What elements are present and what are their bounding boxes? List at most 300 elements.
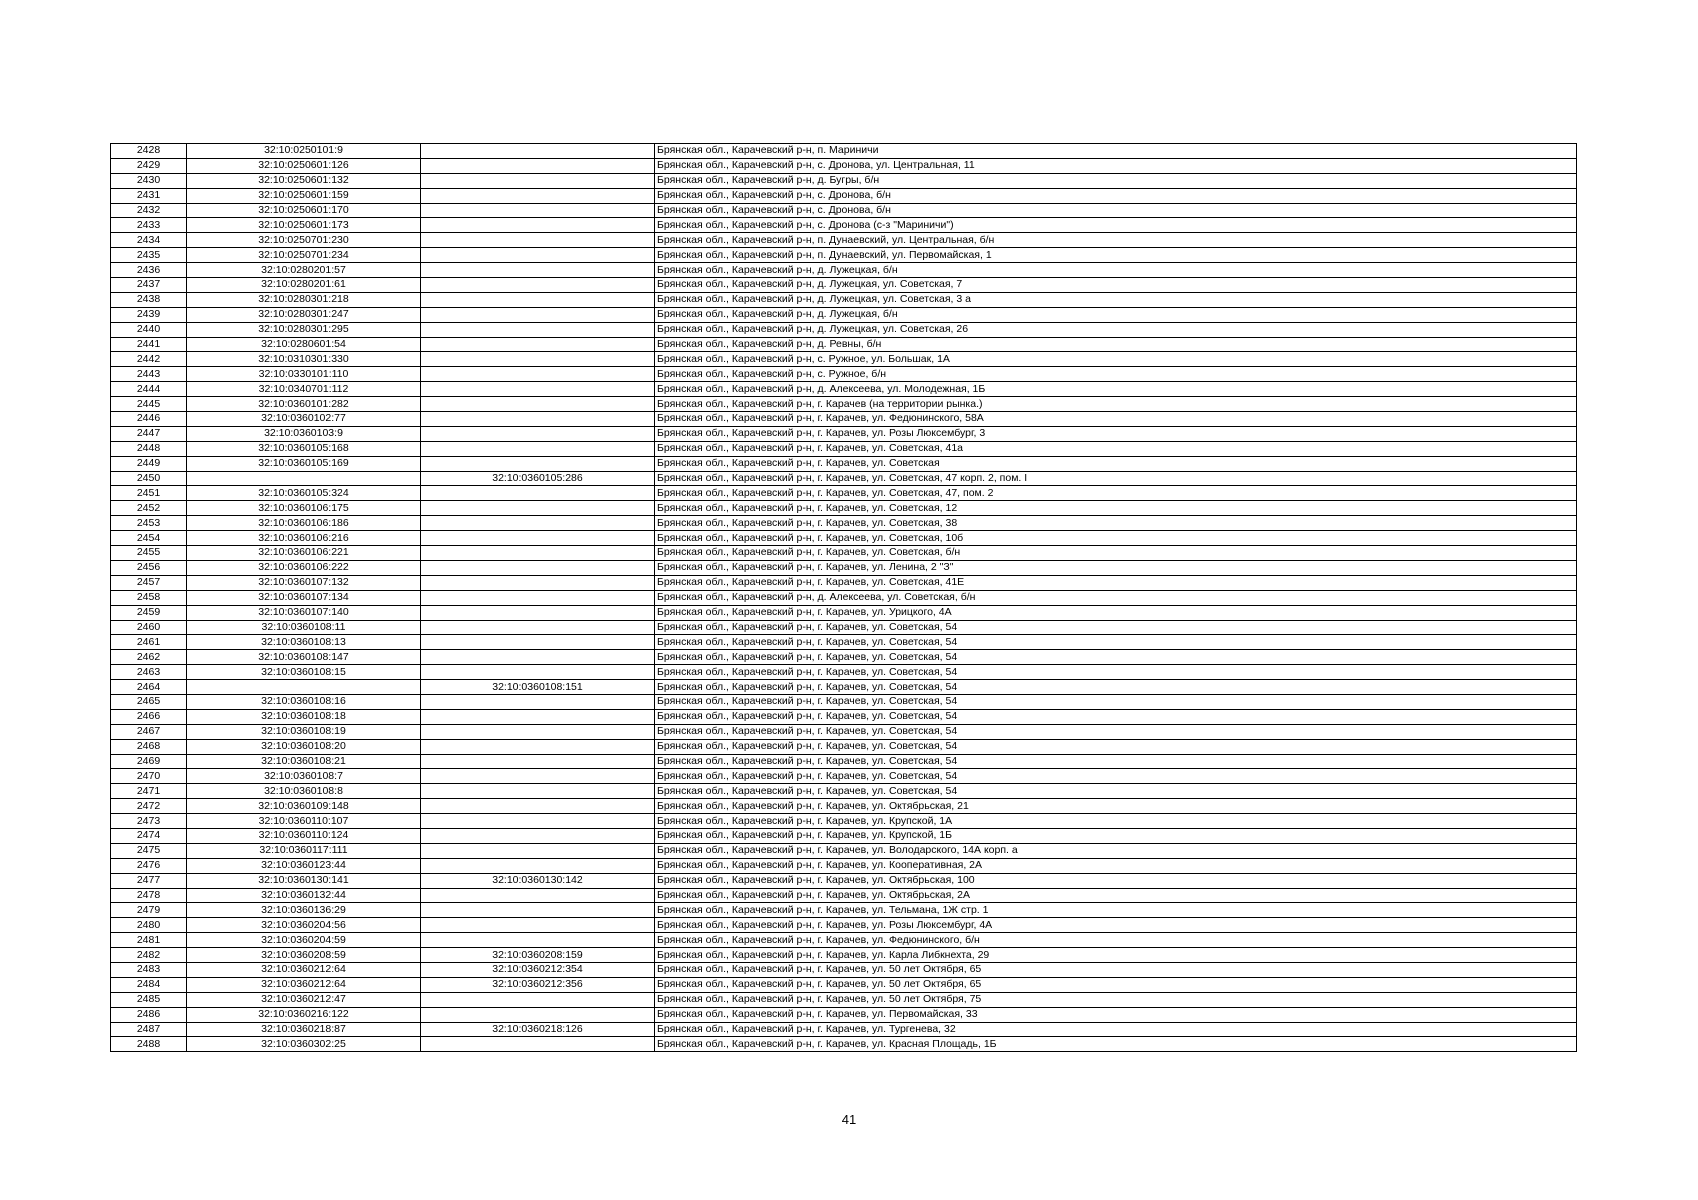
cadastral-number-cell: 32:10:0360109:148 [187, 799, 421, 814]
table-row [111, 426, 1577, 441]
row-number-cell: 2457 [111, 575, 187, 590]
cadastral-number-cell: 32:10:0360105:169 [187, 456, 421, 471]
related-cadastral-number-cell [421, 292, 655, 307]
address-cell: Брянская обл., Карачевский р-н, г. Карачев, ул. Советская, 54 [655, 784, 1577, 799]
related-cadastral-number-cell [421, 903, 655, 918]
row-number-cell: 2483 [111, 962, 187, 977]
related-cadastral-number-cell [421, 501, 655, 516]
row-number-cell: 2467 [111, 724, 187, 739]
related-cadastral-number-cell [421, 486, 655, 501]
cadastral-number-cell: 32:10:0360208:59 [187, 948, 421, 963]
table-row [111, 769, 1577, 784]
cadastral-number-cell: 32:10:0360108:11 [187, 620, 421, 635]
address-cell: Брянская обл., Карачевский р-н, г. Карачев, ул. Советская, 54 [655, 635, 1577, 650]
related-cadastral-number-cell [421, 575, 655, 590]
table-row [111, 873, 1577, 888]
row-number-cell: 2433 [111, 218, 187, 233]
table-row [111, 292, 1577, 307]
related-cadastral-number-cell [421, 814, 655, 829]
related-cadastral-number-cell [421, 605, 655, 620]
cadastral-number-cell: 32:10:0340701:112 [187, 382, 421, 397]
row-number-cell: 2439 [111, 307, 187, 322]
cadastral-number-cell: 32:10:0360108:15 [187, 665, 421, 680]
row-number-cell: 2461 [111, 635, 187, 650]
related-cadastral-number-cell: 32:10:0360105:286 [421, 471, 655, 486]
address-cell: Брянская обл., Карачевский р-н, г. Карачев (на территории рынка.) [655, 397, 1577, 412]
cadastral-number-cell: 32:10:0250601:170 [187, 203, 421, 218]
related-cadastral-number-cell [421, 918, 655, 933]
related-cadastral-number-cell [421, 590, 655, 605]
cadastral-number-cell: 32:10:0360132:44 [187, 888, 421, 903]
table-row [111, 590, 1577, 605]
cadastral-number-cell: 32:10:0360136:29 [187, 903, 421, 918]
row-number-cell: 2443 [111, 367, 187, 382]
related-cadastral-number-cell [421, 620, 655, 635]
address-cell: Брянская обл., Карачевский р-н, г. Карачев, ул. Федюнинского, б/н [655, 933, 1577, 948]
related-cadastral-number-cell [421, 546, 655, 561]
cadastral-number-cell [187, 680, 421, 695]
table-row [111, 635, 1577, 650]
address-cell: Брянская обл., Карачевский р-н, г. Карачев, ул. Володарского, 14А корп. а [655, 843, 1577, 858]
row-number-cell: 2438 [111, 292, 187, 307]
address-cell: Брянская обл., Карачевский р-н, г. Карачев, ул. Советская, 47 корп. 2, пом. I [655, 471, 1577, 486]
address-cell: Брянская обл., Карачевский р-н, г. Карачев, ул. Карла Либкнехта, 29 [655, 948, 1577, 963]
row-number-cell: 2430 [111, 173, 187, 188]
table-row [111, 903, 1577, 918]
table-row [111, 188, 1577, 203]
row-number-cell: 2456 [111, 560, 187, 575]
row-number-cell: 2471 [111, 784, 187, 799]
related-cadastral-number-cell: 32:10:0360212:356 [421, 977, 655, 992]
table-row [111, 992, 1577, 1007]
row-number-cell: 2488 [111, 1037, 187, 1052]
cadastral-number-cell: 32:10:0280301:295 [187, 322, 421, 337]
table-row [111, 337, 1577, 352]
table-row [111, 233, 1577, 248]
row-number-cell: 2475 [111, 843, 187, 858]
table-row [111, 471, 1577, 486]
row-number-cell: 2479 [111, 903, 187, 918]
cadastral-number-cell: 32:10:0360108:16 [187, 694, 421, 709]
address-cell: Брянская обл., Карачевский р-н, г. Карачев, ул. 50 лет Октября, 65 [655, 962, 1577, 977]
related-cadastral-number-cell [421, 665, 655, 680]
table-row [111, 948, 1577, 963]
address-cell: Брянская обл., Карачевский р-н, с. Ружное, б/н [655, 367, 1577, 382]
address-cell: Брянская обл., Карачевский р-н, г. Карачев, ул. Советская, 41Е [655, 575, 1577, 590]
related-cadastral-number-cell [421, 144, 655, 159]
related-cadastral-number-cell [421, 724, 655, 739]
table-row [111, 456, 1577, 471]
address-cell: Брянская обл., Карачевский р-н, г. Карачев, ул. Советская, 54 [655, 739, 1577, 754]
page-number: 41 [841, 1112, 857, 1127]
table-row [111, 724, 1577, 739]
row-number-cell: 2442 [111, 352, 187, 367]
address-cell: Брянская обл., Карачевский р-н, г. Карачев, ул. Советская [655, 456, 1577, 471]
address-cell: Брянская обл., Карачевский р-н, г. Карачев, ул. 50 лет Октября, 65 [655, 977, 1577, 992]
cadastral-number-cell: 32:10:0280201:61 [187, 278, 421, 293]
address-cell: Брянская обл., Карачевский р-н, г. Карачев, ул. Советская, 54 [655, 650, 1577, 665]
cadastral-number-cell: 32:10:0360204:59 [187, 933, 421, 948]
related-cadastral-number-cell: 32:10:0360130:142 [421, 873, 655, 888]
related-cadastral-number-cell [421, 397, 655, 412]
cadastral-number-cell: 32:10:0360108:18 [187, 709, 421, 724]
address-cell: Брянская обл., Карачевский р-н, п. Дунаевский, ул. Первомайская, 1 [655, 248, 1577, 263]
address-cell: Брянская обл., Карачевский р-н, г. Карачев, ул. Советская, 47, пом. 2 [655, 486, 1577, 501]
related-cadastral-number-cell [421, 322, 655, 337]
table-row [111, 158, 1577, 173]
table-row [111, 546, 1577, 561]
row-number-cell: 2470 [111, 769, 187, 784]
table-row [111, 605, 1577, 620]
row-number-cell: 2450 [111, 471, 187, 486]
table-row [111, 918, 1577, 933]
address-cell: Брянская обл., Карачевский р-н, г. Карачев, ул. Кооперативная, 2А [655, 858, 1577, 873]
row-number-cell: 2472 [111, 799, 187, 814]
table-row [111, 1022, 1577, 1037]
cadastral-number-cell: 32:10:0360218:87 [187, 1022, 421, 1037]
related-cadastral-number-cell [421, 933, 655, 948]
related-cadastral-number-cell [421, 218, 655, 233]
address-cell: Брянская обл., Карачевский р-н, г. Карачев, ул. Тургенева, 32 [655, 1022, 1577, 1037]
cadastral-number-cell: 32:10:0280301:218 [187, 292, 421, 307]
table-row [111, 814, 1577, 829]
cadastral-number-cell: 32:10:0250601:126 [187, 158, 421, 173]
row-number-cell: 2473 [111, 814, 187, 829]
address-cell: Брянская обл., Карачевский р-н, г. Карачев, ул. Розы Люксембург, 4А [655, 918, 1577, 933]
address-cell: Брянская обл., Карачевский р-н, г. Карачев, ул. Советская, 12 [655, 501, 1577, 516]
related-cadastral-number-cell: 32:10:0360218:126 [421, 1022, 655, 1037]
address-cell: Брянская обл., Карачевский р-н, д. Ревны, б/н [655, 337, 1577, 352]
table-row [111, 397, 1577, 412]
related-cadastral-number-cell [421, 799, 655, 814]
cadastral-number-cell: 32:10:0360130:141 [187, 873, 421, 888]
cadastral-number-cell: 32:10:0280601:54 [187, 337, 421, 352]
address-cell: Брянская обл., Карачевский р-н, г. Карачев, ул. Советская, 54 [655, 680, 1577, 695]
related-cadastral-number-cell [421, 1037, 655, 1052]
table-row [111, 620, 1577, 635]
row-number-cell: 2465 [111, 694, 187, 709]
cadastral-number-cell: 32:10:0360107:140 [187, 605, 421, 620]
related-cadastral-number-cell [421, 784, 655, 799]
related-cadastral-number-cell [421, 560, 655, 575]
related-cadastral-number-cell [421, 441, 655, 456]
table-row [111, 858, 1577, 873]
address-cell: Брянская обл., Карачевский р-н, с. Дронова, ул. Центральная, 11 [655, 158, 1577, 173]
related-cadastral-number-cell [421, 769, 655, 784]
table-row [111, 694, 1577, 709]
cadastral-number-cell: 32:10:0360106:216 [187, 531, 421, 546]
row-number-cell: 2444 [111, 382, 187, 397]
cadastral-number-cell: 32:10:0360123:44 [187, 858, 421, 873]
address-cell: Брянская обл., Карачевский р-н, г. Карачев, ул. Урицкого, 4А [655, 605, 1577, 620]
table-row [111, 739, 1577, 754]
row-number-cell: 2466 [111, 709, 187, 724]
row-number-cell: 2459 [111, 605, 187, 620]
table-row [111, 560, 1577, 575]
table-row [111, 501, 1577, 516]
address-cell: Брянская обл., Карачевский р-н, с. Ружное, ул. Большак, 1А [655, 352, 1577, 367]
row-number-cell: 2477 [111, 873, 187, 888]
related-cadastral-number-cell [421, 158, 655, 173]
table-row [111, 352, 1577, 367]
related-cadastral-number-cell: 32:10:0360212:354 [421, 962, 655, 977]
address-cell: Брянская обл., Карачевский р-н, г. Карачев, ул. Октябрьская, 100 [655, 873, 1577, 888]
row-number-cell: 2445 [111, 397, 187, 412]
cadastral-number-cell: 32:10:0360204:56 [187, 918, 421, 933]
table-row [111, 322, 1577, 337]
table-row [111, 828, 1577, 843]
related-cadastral-number-cell [421, 382, 655, 397]
address-cell: Брянская обл., Карачевский р-н, г. Карачев, ул. Советская, 38 [655, 516, 1577, 531]
address-cell: Брянская обл., Карачевский р-н, д. Лужецкая, ул. Советская, 26 [655, 322, 1577, 337]
cadastral-number-cell: 32:10:0250601:173 [187, 218, 421, 233]
address-cell: Брянская обл., Карачевский р-н, г. Карачев, ул. Советская, 54 [655, 665, 1577, 680]
table-row [111, 441, 1577, 456]
address-cell: Брянская обл., Карачевский р-н, г. Карачев, ул. Крупской, 1А [655, 814, 1577, 829]
table-row [111, 977, 1577, 992]
related-cadastral-number-cell [421, 412, 655, 427]
row-number-cell: 2447 [111, 426, 187, 441]
row-number-cell: 2464 [111, 680, 187, 695]
related-cadastral-number-cell: 32:10:0360208:159 [421, 948, 655, 963]
address-cell: Брянская обл., Карачевский р-н, п. Мариничи [655, 144, 1577, 159]
address-cell: Брянская обл., Карачевский р-н, с. Дронова (с-з "Мариничи") [655, 218, 1577, 233]
row-number-cell: 2429 [111, 158, 187, 173]
related-cadastral-number-cell [421, 531, 655, 546]
table-row [111, 203, 1577, 218]
row-number-cell: 2486 [111, 1007, 187, 1022]
related-cadastral-number-cell [421, 828, 655, 843]
row-number-cell: 2432 [111, 203, 187, 218]
address-cell: Брянская обл., Карачевский р-н, г. Карачев, ул. Тельмана, 1Ж стр. 1 [655, 903, 1577, 918]
table-row [111, 278, 1577, 293]
related-cadastral-number-cell [421, 426, 655, 441]
cadastral-number-cell: 32:10:0360102:77 [187, 412, 421, 427]
address-cell: Брянская обл., Карачевский р-н, д. Бугры, б/н [655, 173, 1577, 188]
cadastral-number-cell: 32:10:0360110:124 [187, 828, 421, 843]
row-number-cell: 2481 [111, 933, 187, 948]
cadastral-number-cell: 32:10:0360105:324 [187, 486, 421, 501]
address-cell: Брянская обл., Карачевский р-н, г. Карачев, ул. Советская, 54 [655, 724, 1577, 739]
address-cell: Брянская обл., Карачевский р-н, д. Лужецкая, ул. Советская, 7 [655, 278, 1577, 293]
address-cell: Брянская обл., Карачевский р-н, г. Карачев, ул. Советская, 54 [655, 709, 1577, 724]
address-cell: Брянская обл., Карачевский р-н, г. Карачев, ул. Первомайская, 33 [655, 1007, 1577, 1022]
related-cadastral-number-cell [421, 694, 655, 709]
table-row [111, 962, 1577, 977]
cadastral-number-cell: 32:10:0250601:159 [187, 188, 421, 203]
cadastral-number-cell: 32:10:0360107:132 [187, 575, 421, 590]
related-cadastral-number-cell [421, 650, 655, 665]
row-number-cell: 2482 [111, 948, 187, 963]
address-cell: Брянская обл., Карачевский р-н, д. Лужецкая, б/н [655, 263, 1577, 278]
cadastral-number-cell: 32:10:0360108:7 [187, 769, 421, 784]
related-cadastral-number-cell [421, 173, 655, 188]
table-row [111, 263, 1577, 278]
related-cadastral-number-cell [421, 635, 655, 650]
table-row [111, 1007, 1577, 1022]
related-cadastral-number-cell [421, 843, 655, 858]
related-cadastral-number-cell [421, 203, 655, 218]
row-number-cell: 2446 [111, 412, 187, 427]
cadastral-number-cell: 32:10:0360105:168 [187, 441, 421, 456]
related-cadastral-number-cell [421, 456, 655, 471]
row-number-cell: 2478 [111, 888, 187, 903]
cadastral-number-cell: 32:10:0360108:8 [187, 784, 421, 799]
address-cell: Брянская обл., Карачевский р-н, г. Карачев, ул. Советская, 54 [655, 694, 1577, 709]
related-cadastral-number-cell [421, 188, 655, 203]
cadastral-number-cell: 32:10:0360108:21 [187, 754, 421, 769]
related-cadastral-number-cell [421, 709, 655, 724]
related-cadastral-number-cell [421, 858, 655, 873]
table-row [111, 888, 1577, 903]
related-cadastral-number-cell [421, 263, 655, 278]
row-number-cell: 2452 [111, 501, 187, 516]
row-number-cell: 2480 [111, 918, 187, 933]
property-table [110, 143, 1577, 1052]
address-cell: Брянская обл., Карачевский р-н, г. Карачев, ул. Федюнинского, 58А [655, 412, 1577, 427]
cadastral-number-cell: 32:10:0360302:25 [187, 1037, 421, 1052]
related-cadastral-number-cell [421, 516, 655, 531]
row-number-cell: 2454 [111, 531, 187, 546]
related-cadastral-number-cell [421, 367, 655, 382]
cadastral-number-cell: 32:10:0250701:234 [187, 248, 421, 263]
table-row [111, 367, 1577, 382]
table-row [111, 382, 1577, 397]
table-row [111, 650, 1577, 665]
address-cell: Брянская обл., Карачевский р-н, г. Карачев, ул. Октябрьская, 2А [655, 888, 1577, 903]
cadastral-number-cell: 32:10:0360107:134 [187, 590, 421, 605]
table-row [111, 680, 1577, 695]
table-row [111, 307, 1577, 322]
related-cadastral-number-cell [421, 278, 655, 293]
related-cadastral-number-cell [421, 739, 655, 754]
related-cadastral-number-cell [421, 888, 655, 903]
address-cell: Брянская обл., Карачевский р-н, г. Карачев, ул. 50 лет Октября, 75 [655, 992, 1577, 1007]
address-cell: Брянская обл., Карачевский р-н, с. Дронова, б/н [655, 203, 1577, 218]
related-cadastral-number-cell [421, 233, 655, 248]
table-row [111, 412, 1577, 427]
address-cell: Брянская обл., Карачевский р-н, п. Дунаевский, ул. Центральная, б/н [655, 233, 1577, 248]
cadastral-number-cell: 32:10:0360212:64 [187, 962, 421, 977]
row-number-cell: 2449 [111, 456, 187, 471]
row-number-cell: 2476 [111, 858, 187, 873]
table-row [111, 665, 1577, 680]
row-number-cell: 2448 [111, 441, 187, 456]
cadastral-number-cell [187, 471, 421, 486]
cadastral-number-cell: 32:10:0360106:222 [187, 560, 421, 575]
row-number-cell: 2453 [111, 516, 187, 531]
row-number-cell: 2434 [111, 233, 187, 248]
cadastral-number-cell: 32:10:0360106:186 [187, 516, 421, 531]
row-number-cell: 2460 [111, 620, 187, 635]
address-cell: Брянская обл., Карачевский р-н, г. Карачев, ул. Советская, 10б [655, 531, 1577, 546]
cadastral-number-cell: 32:10:0250101:9 [187, 144, 421, 159]
cadastral-number-cell: 32:10:0250701:230 [187, 233, 421, 248]
row-number-cell: 2455 [111, 546, 187, 561]
cadastral-number-cell: 32:10:0280301:247 [187, 307, 421, 322]
table-row [111, 754, 1577, 769]
address-cell: Брянская обл., Карачевский р-н, г. Карачев, ул. Розы Люксембург, 3 [655, 426, 1577, 441]
address-cell: Брянская обл., Карачевский р-н, г. Карачев, ул. Ленина, 2 "З" [655, 560, 1577, 575]
row-number-cell: 2484 [111, 977, 187, 992]
table-row [111, 486, 1577, 501]
related-cadastral-number-cell [421, 337, 655, 352]
table-row [111, 843, 1577, 858]
row-number-cell: 2485 [111, 992, 187, 1007]
cadastral-number-cell: 32:10:0360106:221 [187, 546, 421, 561]
row-number-cell: 2458 [111, 590, 187, 605]
table-row [111, 144, 1577, 159]
cadastral-number-cell: 32:10:0360108:19 [187, 724, 421, 739]
row-number-cell: 2463 [111, 665, 187, 680]
table-row [111, 531, 1577, 546]
related-cadastral-number-cell [421, 754, 655, 769]
table-row [111, 784, 1577, 799]
table-row [111, 173, 1577, 188]
row-number-cell: 2468 [111, 739, 187, 754]
row-number-cell: 2436 [111, 263, 187, 278]
row-number-cell: 2440 [111, 322, 187, 337]
row-number-cell: 2451 [111, 486, 187, 501]
related-cadastral-number-cell [421, 1007, 655, 1022]
cadastral-number-cell: 32:10:0360110:107 [187, 814, 421, 829]
row-number-cell: 2462 [111, 650, 187, 665]
address-cell: Брянская обл., Карачевский р-н, г. Карачев, ул. Советская, 54 [655, 754, 1577, 769]
row-number-cell: 2474 [111, 828, 187, 843]
row-number-cell: 2469 [111, 754, 187, 769]
cadastral-number-cell: 32:10:0280201:57 [187, 263, 421, 278]
address-cell: Брянская обл., Карачевский р-н, г. Карачев, ул. Советская, 54 [655, 620, 1577, 635]
row-number-cell: 2437 [111, 278, 187, 293]
address-cell: Брянская обл., Карачевский р-н, д. Лужецкая, б/н [655, 307, 1577, 322]
address-cell: Брянская обл., Карачевский р-н, г. Карачев, ул. Советская, 41а [655, 441, 1577, 456]
cadastral-number-cell: 32:10:0250601:132 [187, 173, 421, 188]
related-cadastral-number-cell: 32:10:0360108:151 [421, 680, 655, 695]
cadastral-number-cell: 32:10:0360212:64 [187, 977, 421, 992]
row-number-cell: 2435 [111, 248, 187, 263]
address-cell: Брянская обл., Карачевский р-н, г. Карачев, ул. Советская, б/н [655, 546, 1577, 561]
cadastral-number-cell: 32:10:0360103:9 [187, 426, 421, 441]
cadastral-number-cell: 32:10:0360216:122 [187, 1007, 421, 1022]
table-row [111, 933, 1577, 948]
cadastral-number-cell: 32:10:0360108:13 [187, 635, 421, 650]
address-cell: Брянская обл., Карачевский р-н, д. Алексеева, ул. Советская, б/н [655, 590, 1577, 605]
row-number-cell: 2431 [111, 188, 187, 203]
cadastral-number-cell: 32:10:0360117:111 [187, 843, 421, 858]
related-cadastral-number-cell [421, 248, 655, 263]
table-row [111, 248, 1577, 263]
related-cadastral-number-cell [421, 352, 655, 367]
address-cell: Брянская обл., Карачевский р-н, с. Дронова, б/н [655, 188, 1577, 203]
address-cell: Брянская обл., Карачевский р-н, г. Карачев, ул. Октябрьская, 21 [655, 799, 1577, 814]
cadastral-number-cell: 32:10:0310301:330 [187, 352, 421, 367]
address-cell: Брянская обл., Карачевский р-н, г. Карачев, ул. Крупской, 1Б [655, 828, 1577, 843]
table-row [111, 218, 1577, 233]
cadastral-number-cell: 32:10:0360101:282 [187, 397, 421, 412]
related-cadastral-number-cell [421, 307, 655, 322]
cadastral-number-cell: 32:10:0360212:47 [187, 992, 421, 1007]
table-row [111, 516, 1577, 531]
cadastral-number-cell: 32:10:0360106:175 [187, 501, 421, 516]
address-cell: Брянская обл., Карачевский р-н, д. Лужецкая, ул. Советская, 3 а [655, 292, 1577, 307]
cadastral-number-cell: 32:10:0330101:110 [187, 367, 421, 382]
related-cadastral-number-cell [421, 992, 655, 1007]
row-number-cell: 2487 [111, 1022, 187, 1037]
table-row [111, 1037, 1577, 1052]
cadastral-number-cell: 32:10:0360108:20 [187, 739, 421, 754]
table-body [111, 144, 1577, 1052]
table-row [111, 575, 1577, 590]
